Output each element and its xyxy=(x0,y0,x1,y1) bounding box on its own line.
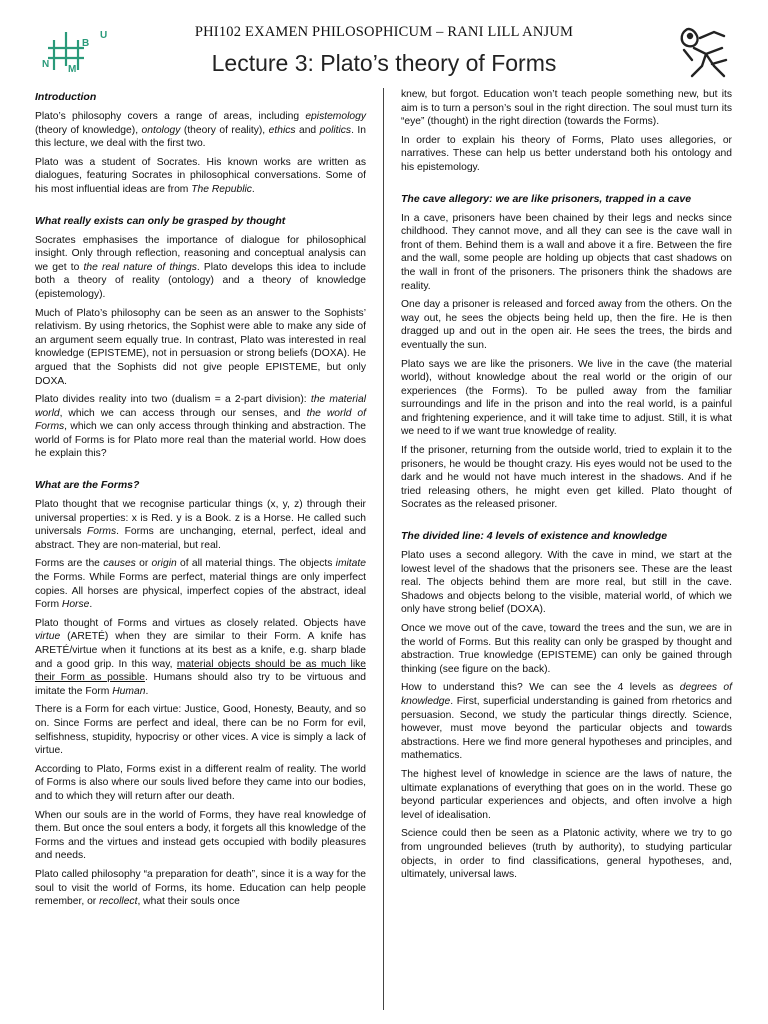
text-run: Plato uses a second allegory. With the cave in mind, we start at the lowest level of the shadows that the prisoners see. These are the least real. The objects behind them are more real, but still in the cave. Shadows and objects belong to the visible, material world, of which we only have strong belief (DOXA). xyxy=(401,550,732,616)
text-run: . First, superficial understanding is gained from rhetorics and persuasion. Second, we study the particular things directly. Science, however, must move beyond the particular objects and towards abstractions. Here we find more general hypotheses and principles, and mathematics. xyxy=(401,695,732,762)
paragraph xyxy=(35,393,366,461)
paragraph xyxy=(35,868,366,909)
text-run: In a cave, prisoners have been chained by their legs and necks since childhood. They cannot move, and all they can see is the cave wall in front of them. Behind them is a wall and above it a fire. Between the fire and the wall, some people are holding up objects that cast shadows on the wall in front of the prisoners. The prisoners think the shadows are reality. xyxy=(401,212,732,292)
logo-letter-n: N xyxy=(42,59,50,70)
italic-term: Forms xyxy=(86,526,117,538)
text-run: knew, but forgot. Education won’t teach people something new, but its aim is to turn a person’s soul in the right direction. The soul must turn its “eye” (thought) in the right direction (towards the Forms). xyxy=(401,89,732,128)
text-run: . In this lecture, we deal with the first two. xyxy=(35,124,366,150)
page-title: Lecture 3: Plato’s theory of Forms xyxy=(211,50,557,76)
italic-term: ontology xyxy=(141,124,181,136)
italic-term: Human xyxy=(112,685,146,697)
italic-term: ethics xyxy=(268,124,296,136)
text-run: Plato says we are like the prisoners. We live in the cave (the material world), without knowledge about the real world or the origin of our experiences (the Forms). To be pulled away from the familiar surroundings and life in the prison and into the real world, is a painful and frightening experience, and it will take time to adjust. Still, it is what we need to if we want true knowledge of reality. xyxy=(401,358,732,438)
text-run: There is a Form for each virtue: Justice, Good, Honesty, Beauty, and so on. Since Forms are perfect and ideal, there can be no Form for evil, selfishness, stupidity, hypocrisy or other vices. A vice is simply a lack of virtue. xyxy=(35,704,366,757)
text-run: Forms are the xyxy=(35,558,104,570)
text-run: , what their souls once xyxy=(137,896,240,908)
paragraph xyxy=(35,234,366,302)
text-run: Plato divides reality into two (dualism = a 2-part division): xyxy=(35,394,311,406)
paragraph xyxy=(35,809,366,863)
paragraph xyxy=(401,298,732,352)
text-run: Plato thought that we recognise particular things (x, y, z) through their universal properties: x is Red. y is a Book. z is a Horse. He called such universals xyxy=(35,499,366,538)
logo-letter-m: M xyxy=(68,64,77,75)
left-column xyxy=(35,90,366,914)
section-heading-divided-line: The divided line: 4 levels of existence and knowledge xyxy=(401,530,668,543)
text-run: Much of Plato’s philosophy can be seen as an answer to the Sophists’ relativism. By using rhetorics, the Sophist were able to make any side of an argument seem equally true. In contrast, Plato was interested in real knowledge (EPISTEME), not in persuasion or strong beliefs (DOXA). He argued that the Sophists did not give people EPISTEME, but only DOXA. xyxy=(35,307,366,387)
italic-term: degrees of knowledge xyxy=(401,682,732,707)
italic-term: the world of Forms xyxy=(35,407,366,433)
text-run: or xyxy=(135,558,152,570)
text-run: (theory of reality), xyxy=(180,124,269,136)
text-run: According to Plato, Forms exist in a different realm of reality. The world of Forms is also where our souls lived before they came into our bodies, and to which they will return after our death. xyxy=(35,763,366,802)
section-heading-grasped-by-thought: What really exists can only be grasped by thought xyxy=(35,214,286,227)
text-run: Socrates emphasises the importance of dialogue for philosophical insight. Only through reflection, reasoning and conceptual analysis can we get to xyxy=(35,234,366,273)
text-run: . Forms are unchanging, eternal, perfect, ideal and abstract. They are non-material, but real. xyxy=(35,526,367,551)
paragraph xyxy=(401,827,732,881)
paragraph xyxy=(401,768,732,822)
italic-term: recollect xyxy=(99,896,138,908)
paragraph xyxy=(35,156,366,197)
text-run: , which we can access through our senses, and xyxy=(59,407,307,419)
text-run: Plato was a student of Socrates. His known works are written as dialogues, featuring Socrates in philosophical conversations. Some of his most influential ideas are from xyxy=(35,156,366,195)
text-run: (ARETÉ) when they are similar to their Form. A knife has ARETÉ/virtue when it functions at its best as a knife, e.g. sharp blade and a good grip. In this way, xyxy=(35,631,366,670)
italic-term: The Republic xyxy=(191,183,252,195)
text-run: . Humans should also try to be virtuous and imitate the Form xyxy=(35,672,366,697)
italic-term: imitate xyxy=(335,558,366,570)
text-run: and xyxy=(295,124,320,136)
paragraph xyxy=(35,307,366,389)
paragraph xyxy=(35,498,366,552)
paragraph xyxy=(35,703,366,757)
text-run: . xyxy=(89,599,93,611)
column-divider xyxy=(383,88,384,1010)
paragraph xyxy=(35,763,366,804)
text-run: Plato thought of Forms and virtues as closely related. Objects have xyxy=(35,617,366,629)
paragraph xyxy=(401,681,732,763)
text-run: When our souls are in the world of Forms, they have real knowledge of them. But once the soul enters a body, it forgets all this knowledge of the Forms and the virtues and instead gets occupied with bodily pleasures and needs. xyxy=(35,809,366,862)
paragraph xyxy=(401,549,732,617)
paragraph xyxy=(35,110,366,151)
paragraph xyxy=(401,444,732,512)
text-run: How to understand this? We can see the 4 levels as xyxy=(401,682,680,694)
text-run: In order to explain his theory of Forms, Plato uses allegories, or narratives. These can help us better understand both his ontology and his epistemology. xyxy=(401,134,732,173)
logo-letter-b: B xyxy=(82,38,90,49)
text-run: Plato called philosophy “a preparation for death”, since it is a way for the soul to visit the world of Forms, its home. Education can help people remember, or xyxy=(35,868,366,908)
text-run: of all material things. The objects xyxy=(176,558,336,570)
logo-letter-u: U xyxy=(100,30,108,41)
course-header: PHI102 EXAMEN PHILOSOPHICUM – RANI LILL ANJUM xyxy=(194,24,574,40)
italic-term: causes xyxy=(103,558,136,570)
text-run: Science could then be seen as a Platonic activity, where we try to go from ungrounded believes (truth by authority), to studying particular objects, in order to find classifications, general hypotheses, and, ultimately, universal laws. xyxy=(401,828,732,881)
text-run: (theory of knowledge), xyxy=(35,124,142,136)
section-heading-cave-allegory: The cave allegory: we are like prisoners, trapped in a cave xyxy=(401,192,692,205)
text-run: the Forms. While Forms are perfect, material things are only imperfect copies. All horses are physical, imperfect copies of the abstract, ideal Form xyxy=(35,572,366,611)
text-run: . xyxy=(145,685,149,697)
italic-term: the material world xyxy=(35,394,366,419)
paragraph xyxy=(401,358,732,440)
italic-term: origin xyxy=(151,558,177,570)
right-column xyxy=(401,88,732,887)
text-run: If the prisoner, returning from the outside world, tried to explain it to the prisoners, he would be thought crazy. His eyes would not be used to the dark and he would not have much interest in the shadows. And if he tried releasing others, he might even get killed. Plato thought of Socrates as the released prisoner. xyxy=(401,445,732,511)
italic-term: virtue xyxy=(35,631,61,643)
paragraph xyxy=(35,617,366,699)
section-heading-introduction: Introduction xyxy=(35,91,97,103)
text-run: The highest level of knowledge in science are the laws of nature, the ultimate explanations of everything that goes on in the world. These go beyond particular experiences and objects, and often involve a high level of idealisation. xyxy=(401,768,732,821)
text-run: Plato’s philosophy covers a range of areas, including xyxy=(35,111,306,122)
paragraph xyxy=(401,622,732,676)
paragraph xyxy=(401,212,732,294)
italic-term: politics xyxy=(319,124,352,136)
text-run: Once we move out of the cave, toward the trees and the sun, we are in the world of Forms. But this reality can only be grasped by thought and abstraction. True knowledge (EPISTEME) can only be gained through thinking (see figure on the back). xyxy=(401,623,732,675)
underlined-text: material objects should be as much like their Form as possible xyxy=(35,658,366,684)
text-run: . Plato develops this idea to include both a theory of reality (ontology) and a theory of knowledge (epistemology). xyxy=(35,261,366,300)
paragraph xyxy=(401,134,732,175)
text-run: . xyxy=(251,183,255,195)
italic-term: the real nature of things xyxy=(83,261,197,273)
section-heading-what-are-forms: What are the Forms? xyxy=(35,479,140,492)
paragraph xyxy=(35,557,366,611)
text-run: One day a prisoner is released and forced away from the others. On the way out, he sees the objects being held up, then the fire. He is then dragged up and out in the open air. He sees the trees, the birds and eventually the sun. xyxy=(401,299,732,351)
text-run: , which we can only access through thinking and abstraction. The world of Forms is for Plato more real than the material world. How does he explain this? xyxy=(35,421,366,460)
italic-term: epistemology xyxy=(305,111,366,122)
paragraph xyxy=(401,88,732,129)
italic-term: Horse xyxy=(61,599,90,611)
